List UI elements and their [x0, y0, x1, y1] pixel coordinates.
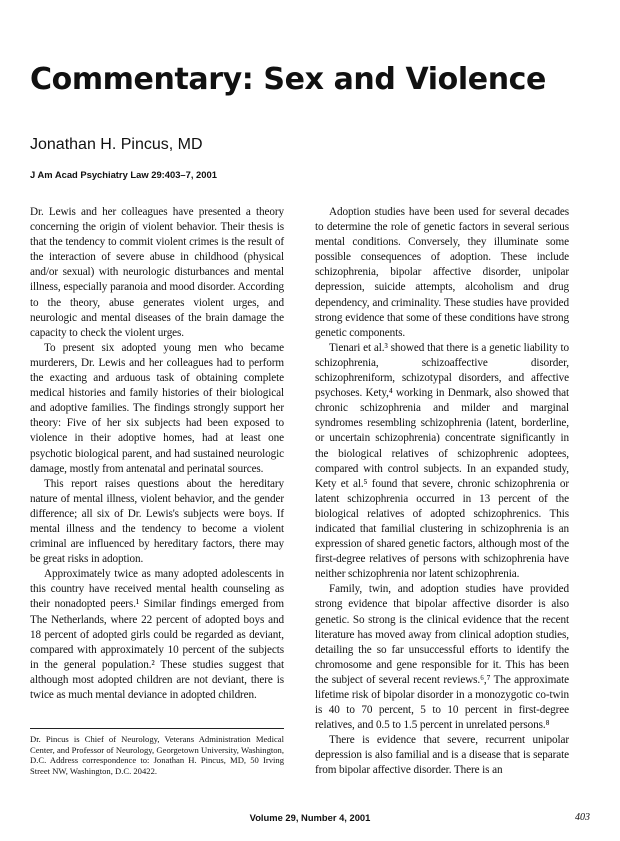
article-title: Commentary: Sex and Violence: [30, 62, 546, 97]
author-footnote: Dr. Pincus is Chief of Neurology, Veterans Administration Medical Center, and Professor of Neurology, Georgetown University, Washington, D.C. Address correspondence to: Jonathan H. Pincus, MD, 50 Irving Street NW, Washington, D.C. 20422.: [30, 734, 284, 776]
journal-issue-footer: Volume 29, Number 4, 2001: [249, 812, 371, 823]
page-number: 403: [575, 812, 590, 823]
paragraph: There is evidence that severe, recurrent unipolar depression is also familial and is a disease that is separate from bipolar affective disorder. There is an: [315, 734, 569, 777]
paragraph: To present six adopted young men who became murderers, Dr. Lewis and her colleagues had to perform the exacting and arduous task of obtaining complete medical histories and family histories of their biological and adoptive families. The findings strongly support her theory: Five of her six subjects had been exposed to violence in their adoptive homes, had at least one psychotic biological parent, and had sustained neurologic damage, mostly from antenatal and perinatal sources.: [30, 341, 284, 475]
left-column: [30, 205, 284, 703]
right-column: [315, 205, 569, 779]
paragraph: Family, twin, and adoption studies have provided strong evidence that bipolar affective disorder is also genetic. So strong is the clinical evidence that the recent literature has moved away from clinical adoption studies, detailing the so far unsuccessful efforts to identify the chromosome and gene responsible for it. This has been the subject of several recent reviews.⁶,⁷ The approximate lifetime risk of bipolar disorder in a monozygotic co-twin is 40 to 70 percent, 5 to 10 percent in first-degree relatives, and 0.5 to 1.5 percent in unrelated persons.⁸: [315, 583, 569, 732]
journal-citation: J Am Acad Psychiatry Law 29:403–7, 2001: [30, 169, 217, 180]
paragraph: Dr. Lewis and her colleagues have presented a theory concerning the origin of violent behavior. Their thesis is that the tendency to commit violent crimes is the result of the interaction of severe abuse in childhood (physical and/or sexual) with neurologic disturbances and mental illness, especially paranoia and mood disorder. According to the theory, abuse generates violent urges, and neurologic and mental diseases of the brain damage the capacity to check the violent urges.: [30, 206, 284, 339]
paragraph: Approximately twice as many adopted adolescents in this country have received mental health counseling as their nonadopted peers.¹ Similar findings emerged from The Netherlands, where 22 percent of adopted boys and 18 percent of adopted girls could be regarded as deviant, compared with approximately 10 percent of the subjects in the general population.² These studies suggest that although most adopted children are not deviant, there is twice as much mental deviance in adopted children.: [30, 568, 284, 701]
footnote-divider: [30, 728, 284, 729]
paragraph: Adoption studies have been used for several decades to determine the role of genetic factors in several serious mental conditions. Conversely, they illuminate some possible consequences of adoption. These include schizophrenia, bipolar affective disorder, unipolar depression, suicide attempts, alcoholism and drug dependency, and criminality. These studies have provided strong evidence that some of these conditions have strong genetic components.: [315, 206, 569, 339]
author-name: Jonathan H. Pincus, MD: [30, 136, 203, 153]
paragraph: This report raises questions about the hereditary nature of mental illness, violent behavior, and the gender difference; all six of Dr. Lewis's subjects were boys. If mental illness and the tendency to become a violent criminal are influenced by hereditary factors, there may be great risks in adoption.: [30, 477, 284, 566]
paragraph: Tienari et al.³ showed that there is a genetic liability to schizophrenia, schizoaffective disorder, schizophreniform, schizotypal disorders, and affective psychoses. Kety,⁴ working in Denmark, also showed that chronic schizophrenia and milder and marginal syndromes resembling schizophrenia (latent, borderline, or uncertain schizophrenia) concentrate significantly in the biological relatives of schizophrenic adoptees, compared with control subjects. In an expanded study, Kety et al.⁵ found that severe, chronic schizophrenia or latent schizophrenia occurred in 13 percent of the biological relatives of adopted schizophrenics. This indicated that familial clustering in schizophrenia is an expression of shared genetic factors, although most of the first-degree relatives of persons with schizophrenia have neither schizophrenia nor latent schizophrenia.: [315, 341, 569, 581]
